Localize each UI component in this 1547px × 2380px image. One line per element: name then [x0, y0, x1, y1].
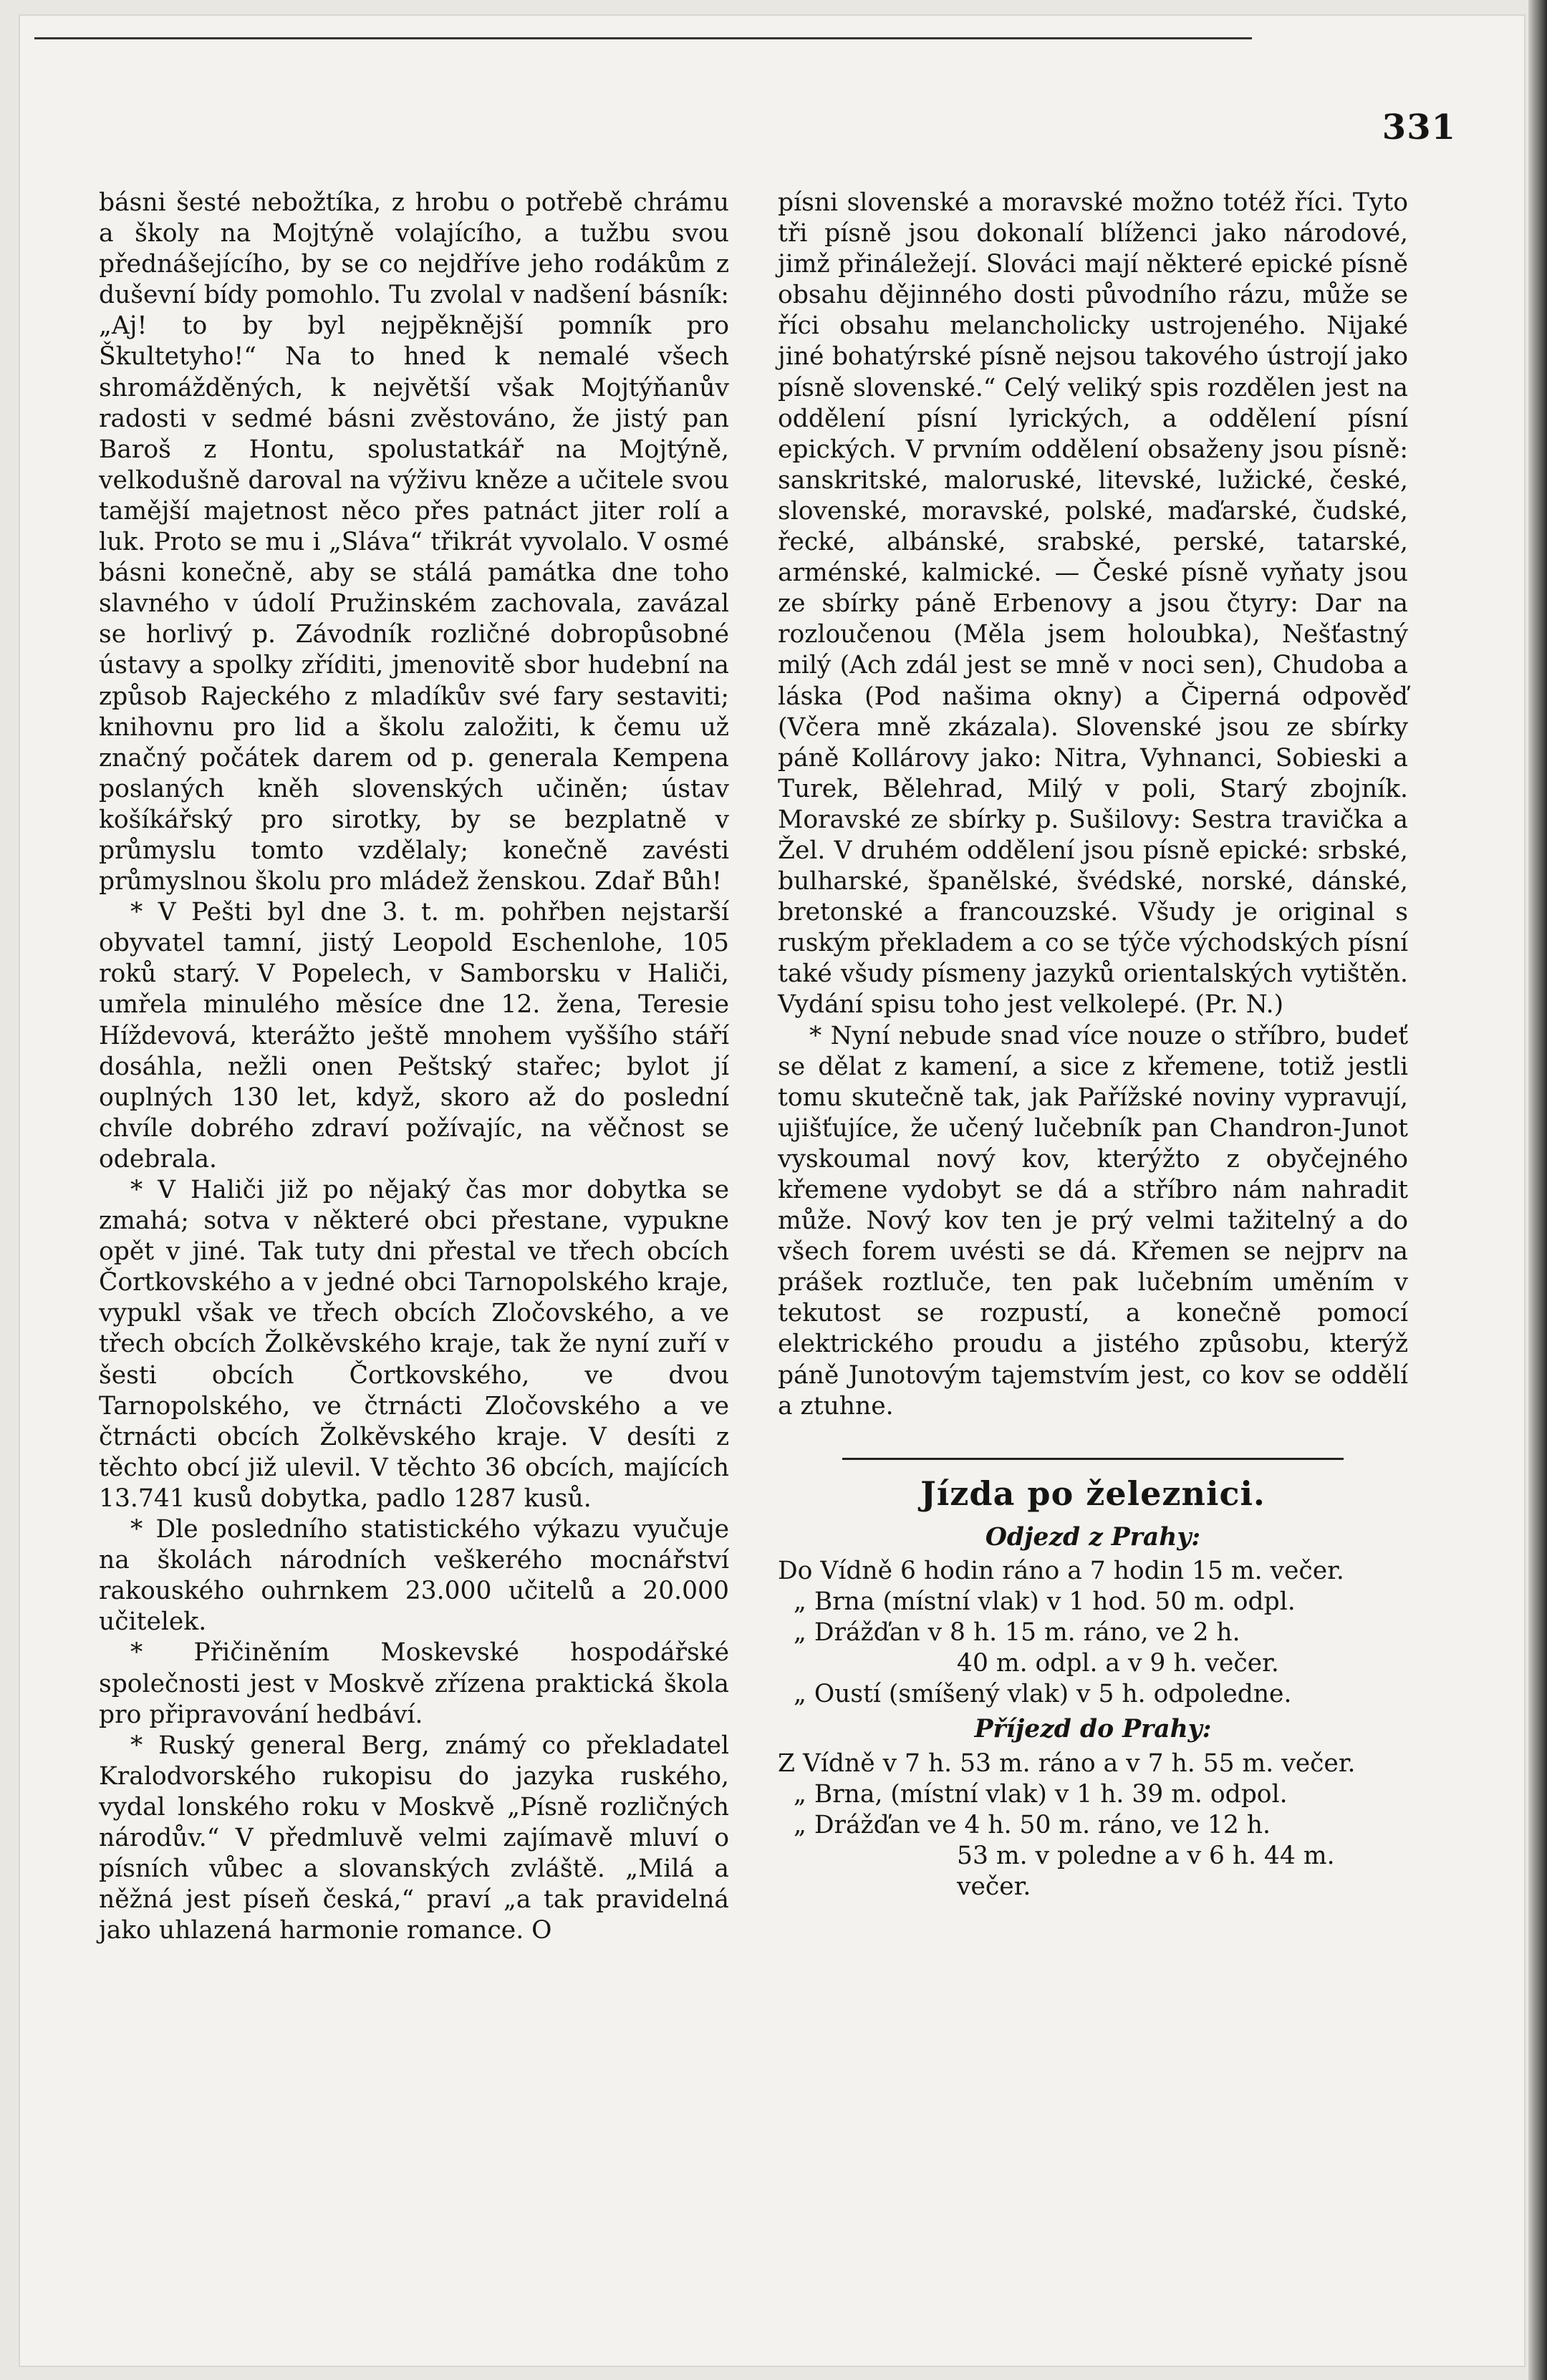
- left-column: [99, 188, 729, 1946]
- departure-line: „ Drážďan v 8 h. 15 m. ráno, ve 2 h.: [794, 1618, 1240, 1648]
- left-paragraph-4: * Dle posledního statistického výkazu vyučuje na školách národních veškerého mocnářství rakouského ouhrnkem 23.000 učitelů a 20.000 učitelek.: [99, 1515, 729, 1637]
- binding-edge: [1528, 0, 1547, 2380]
- departure-line: 40 m. odpl. a v 9 h. večer.: [957, 1649, 1279, 1678]
- right-paragraph-1: písni slovenské a moravské možno totéž říci. Tyto tři písně jsou dokonalí blíženci jako národové, jimž přináležejí. Slováci mají některé epické písně obsahu dějinného dosti původního rázu, může se říci obsahu melancholicky ustrojeného. Nijaké jiné bohatýrské písně nejsou takového ústrojí jako písně slovenské.“ Celý veliký spis rozdělen jest na oddělení písní lyrických, a oddělení písní epických. V prvním oddělení obsaženy jsou písně: sanskritské, maloruské, litevské, lužické, české, slovenské, moravské, polské, maďarské, čudské, řecké, albánské, srabské, perské, tatarské, arménské, kalmické. — České písně vyňaty jsou ze sbírky páně Erbenovy a jsou čtyry: Dar na rozloučenou (Měla jsem holoubka), Nešťastný milý (Ach zdál jest se mně v noci sen), Chudoba a láska (Pod našima okny) a Čiperná odpověď (Včera mně zkázala). Slovenské jsou ze sbírky páně Kollárovy jako: Nitra, Vyhnanci, Sobieski a Turek, Bělehrad, Milý v poli, Starý zbojník. Moravské ze sbírky p. Sušilovy: Sestra travička a Žel. V druhém oddělení jsou písně epické: srbské, bulharské, španělské, švédské, norské, dánské, bretonské a francouzské. Všudy je original s ruským překladem a co se týče východských písní také všudy písmeny jazyků orientalských vytištěn. Vydání spisu toho jest velkolepé. (Pr. N.): [778, 188, 1408, 1020]
- railway-title: Jízda po železnici.: [920, 1474, 1266, 1513]
- arrival-line: Z Vídně v 7 h. 53 m. ráno a v 7 h. 55 m. večer.: [778, 1748, 1356, 1778]
- page-number: 331: [1382, 107, 1456, 147]
- departure-line: „ Oustí (smíšený vlak) v 5 h. odpoledne.: [794, 1680, 1292, 1709]
- arrival-line: večer.: [957, 1872, 1031, 1901]
- departure-line: „ Brna (místní vlak) v 1 hod. 50 m. odpl.: [794, 1587, 1296, 1617]
- left-paragraph-2: * V Pešti byl dne 3. t. m. pohřben nejstarší obyvatel tamní, jistý Leopold Eschenlohe, 105 roků starý. V Popelech, v Samborsku v Haliči, umřela minulého měsíce dne 12. žena, Teresie Híždevová, kterážto ještě mnohem vyššího stáří dosáhla, nežli onen Peštský stařec; bylot jí ouplných 130 let, když, skoro až do poslední chvíle dobrého zdraví požívajíc, na věčnost se odebrala.: [99, 898, 729, 1174]
- arrival-line: 53 m. v poledne a v 6 h. 44 m.: [957, 1841, 1335, 1870]
- arrival-line: „ Brna, (místní vlak) v 1 h. 39 m. odpol.: [794, 1779, 1288, 1809]
- section-divider: [842, 1458, 1344, 1460]
- departure-heading: Odjezd z Prahy:: [985, 1522, 1201, 1552]
- right-paragraph-2: * Nyní nebude snad více nouze o stříbro, budeť se dělat z kamení, a sice z křemene, totiž jestli tomu skutečně tak, jak Pařížské noviny vypravují, ujišťujíce, že učený lučebník pan Chandron-Junot vyskoumal nový kov, kterýžto z obyčejného křemene vydobyt se dá a stříbro nám nahradit může. Nový kov ten je prý velmi tažitelný a do všech forem uvésti se dá. Křemen se nejprv na prášek roztluče, ten pak lučebním uměním v tekutost se rozpustí, a konečně pomocí elektrického proudu a jistého způsobu, kterýž páně Junotovým tajemstvím jest, co kov se oddělí a ztuhne.: [778, 1021, 1408, 1421]
- right-column: [778, 188, 1408, 1902]
- arrival-heading: Příjezd do Prahy:: [974, 1715, 1212, 1744]
- railway-timetable: [778, 1474, 1408, 1902]
- newspaper-page: [20, 16, 1524, 2366]
- departure-line: Do Vídně 6 hodin ráno a 7 hodin 15 m. večer.: [778, 1556, 1344, 1585]
- left-paragraph-3: * V Haliči již po nějaký čas mor dobytka se zmahá; sotva v některé obci přestane, vypukne opět v jiné. Tak tuty dni přestal ve třech obcích Čortkovského a v jedné obci Tarnopolského kraje, vypukl však ve třech obcích Zločovského, a ve třech obcích Žolkěvského kraje, tak že nyní zuří v šesti obcích Čortkovského, ve dvou Tarnopolského, ve čtrnácti Zločovského a ve čtrnácti obcích Žolkěvského kraje. V desíti z těchto obcí již ulevil. V těchto 36 obcích, majících 13.741 kusů dobytka, padlo 1287 kusů.: [99, 1176, 729, 1513]
- left-paragraph-1: básni šesté nebožtíka, z hrobu o potřebě chrámu a školy na Mojtýně volajícího, a tužbu svou přednášejícího, by se co nejdříve jeho rodákům z duševní bídy pomohlo. Tu zvolal v nadšení básník: „Aj! to by byl nejpěknější pomník pro Škultetyho!“ Na to hned k nemalé všech shromážděných, k největší však Mojtýňanův radosti v sedmé básni zvěstováno, že jistý pan Baroš z Hontu, spolustatkář na Mojtýně, velkodušně daroval na výživu kněze a učitele svou tamější majetnost něco přes patnáct jiter rolí a luk. Proto se mu i „Sláva“ třikrát vyvolalo. V osmé básni konečně, aby se stálá památka dne toho slavného v údolí Pružinském zachovala, zavázal se horlivý p. Závodník rozličné dobropůsobné ústavy a spolky zříditi, jmenovitě sbor hudební na způsob Rajeckého z mladíkův své fary sestaviti; knihovnu pro lid a školu založiti, k čemu už značný počátek darem od p. generala Kempena poslaných kněh slovenských učiněn; ústav košíkářský pro sirotky, by se bezplatně v průmyslu tomto vzdělaly; konečně zavésti průmyslnou školu pro mládež ženskou. Zdař Bůh!: [99, 188, 729, 896]
- arrival-line: „ Drážďan ve 4 h. 50 m. ráno, ve 12 h.: [794, 1810, 1271, 1839]
- top-rule: [34, 37, 1252, 39]
- left-paragraph-5: * Přičiněním Moskevské hospodářské společnosti jest v Moskvě zřízena praktická škola pro připravování hedbáví.: [99, 1638, 729, 1729]
- left-paragraph-6: * Ruský general Berg, známý co překladatel Kralodvorského rukopisu do jazyka ruského, vydal lonského roku v Moskvě „Písně rozličných národův.“ V předmluvě velmi zajímavě mluví o písních vůbec a slovanských zvláště. „Milá a něžná jest píseň česká,“ praví „a tak pravidelná jako uhlazená harmonie romance. O: [99, 1731, 729, 1945]
